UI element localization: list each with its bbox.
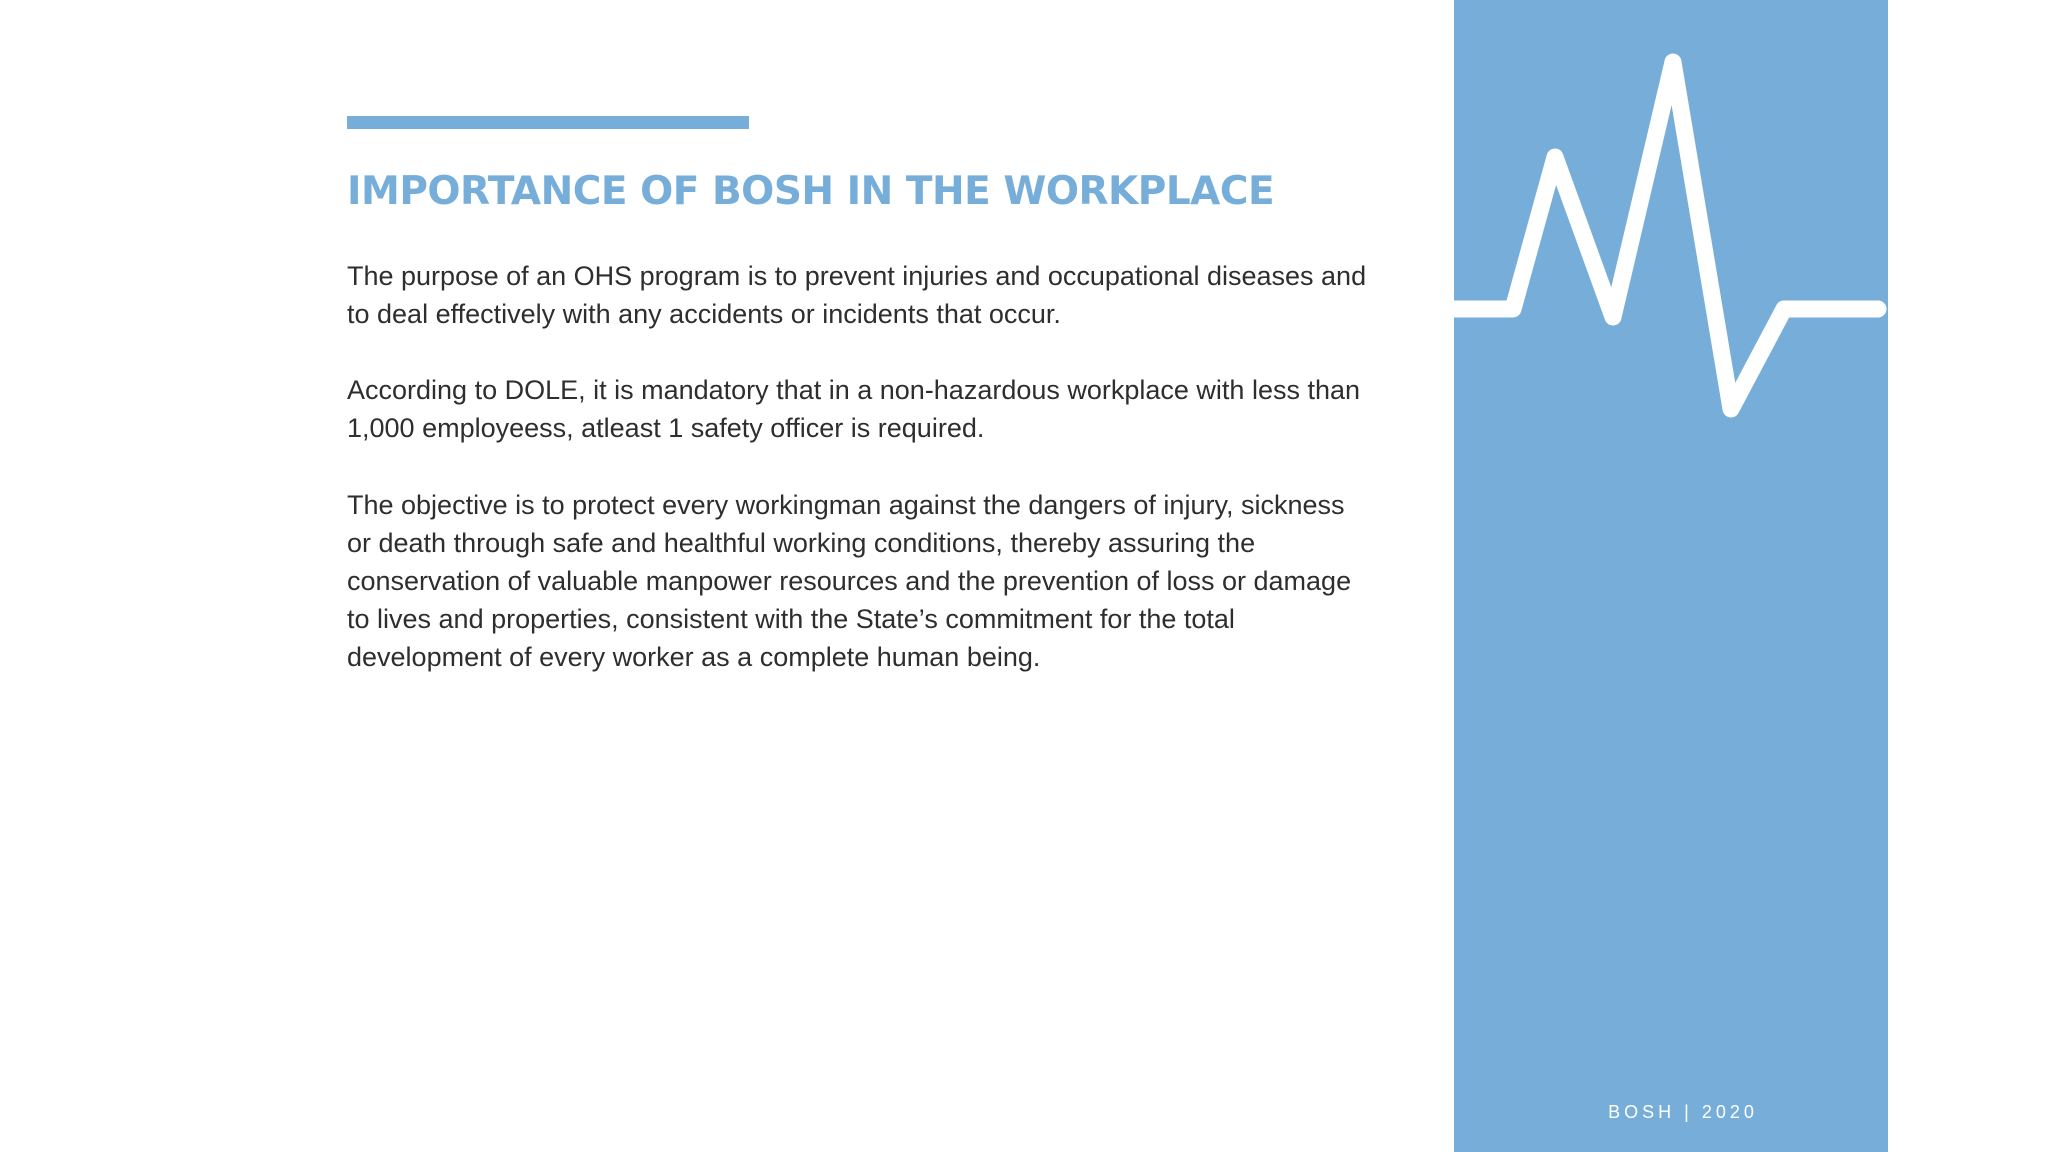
footer-label: BOSH | 2020 [1608, 1102, 1758, 1122]
paragraph-purpose: The purpose of an OHS program is to prevent injuries and occupational diseases and to deal effectively with any accidents or incidents that occur. [347, 261, 1367, 329]
paragraph-objective: The objective is to protect every workingman against the dangers of injury, sickness or death through safe and healthful working conditions, thereby assuring the conservation of valuable manpower resources and the prevention of loss or damage to lives and properties, consistent with the State’s commitment for the total development of every worker as a complete human being. [347, 490, 1352, 672]
heartbeat-icon [1454, 0, 1888, 430]
title-accent-bar [347, 116, 749, 129]
paragraph-dole-requirement: According to DOLE, it is mandatory that in a non-hazardous workplace with less than 1,000 employeess, atleast 1 safety officer is required. [347, 375, 1361, 443]
slide-title: IMPORTANCE OF BOSH IN THE WORKPLACE [347, 169, 1275, 214]
side-panel [1454, 0, 1888, 1152]
